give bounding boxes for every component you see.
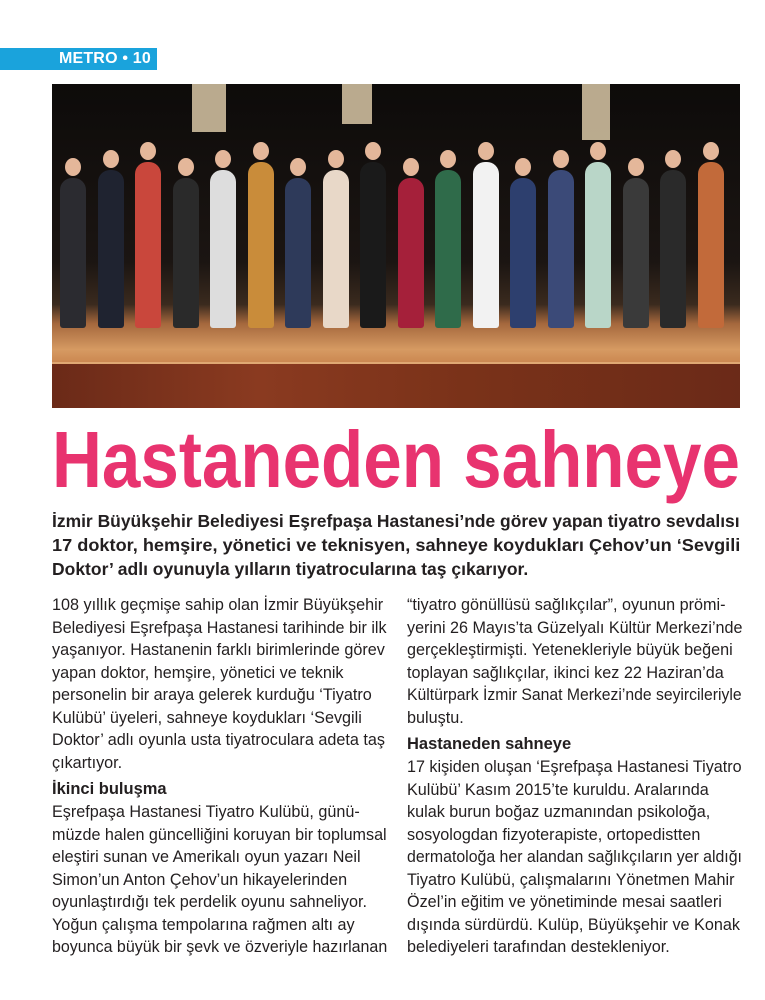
actor-head	[365, 142, 381, 160]
text-line: Kültürpark İzmir Sanat Merkezi’nde seyircileriyle	[407, 686, 742, 704]
actor-head	[178, 158, 194, 176]
actor-figure	[660, 170, 686, 328]
actor-head	[103, 150, 119, 168]
lead-paragraph	[52, 509, 740, 581]
actor-figure	[398, 178, 424, 328]
actor-figure	[623, 178, 649, 328]
text-line: Simon’un Anton Çehov’un hikayelerinden	[52, 870, 348, 889]
actor-head	[253, 142, 269, 160]
actor-head	[215, 150, 231, 168]
text-line: belediyeleri tarafından destekleniyor.	[407, 938, 670, 956]
paragraph	[407, 756, 742, 959]
stage-photo	[52, 84, 740, 408]
actor-figure	[360, 162, 386, 328]
actor-head	[515, 158, 531, 176]
actor-figure	[510, 178, 536, 328]
actor-head	[628, 158, 644, 176]
actor-figure	[435, 170, 461, 328]
actor-head	[65, 158, 81, 176]
text-line: yapan doktor, hemşire, yönetici ve teknik	[52, 663, 344, 682]
actor-head	[290, 158, 306, 176]
text-line: müzde halen güncelliğini koruyan bir toplumsal	[52, 825, 387, 844]
text-line: Tiyatro Kulübü, çalışmalarını Yönetmen Mahir	[407, 870, 735, 889]
text-line: oyunlaştırdığı tek perdelik oyunu sahneliyor.	[52, 893, 367, 911]
lead-line: 17 doktor, hemşire, yönetici ve teknisyen, sahneye koydukları Çehov’un ‘Sevgili	[52, 535, 741, 555]
actor-head	[590, 142, 606, 160]
subheading: Hastaneden sahneye	[407, 735, 572, 753]
column-left	[52, 594, 387, 959]
headline: Hastaneden sahneye	[52, 415, 740, 504]
text-line: gerçekleştirmişti. Yetenekleriyle büyük beğeni	[407, 641, 733, 659]
column-right	[407, 594, 742, 959]
paragraph	[52, 801, 387, 959]
actor-head	[478, 142, 494, 160]
subheading: İkinci buluşma	[52, 780, 167, 798]
text-line: Özel’in eğitim ve yönetiminde mesai saatleri	[407, 893, 722, 911]
paragraph	[407, 594, 742, 729]
actor-head	[665, 150, 681, 168]
actor-figure	[585, 162, 611, 328]
text-line: boyunca büyük bir şevk ve özveriyle hazırlanan	[52, 938, 388, 956]
paragraph	[52, 594, 387, 774]
text-line: Eşrefpaşa Hastanesi Tiyatro Kulübü, günü-	[52, 803, 360, 821]
actor-figure	[323, 170, 349, 328]
text-line: eleştiri sunan ve Amerikalı oyun yazarı Neil	[52, 848, 361, 866]
folio-text: METRO • 10	[58, 50, 151, 67]
actor-figure	[698, 162, 724, 328]
lead-line: İzmir Büyükşehir Belediyesi Eşrefpaşa Hastanesi’nde görev yapan tiyatro sevdalısı	[52, 511, 740, 531]
actor-figure	[248, 162, 274, 328]
actor-head	[140, 142, 156, 160]
actor-head	[328, 150, 344, 168]
actor-head	[703, 142, 719, 160]
stage-prop	[192, 84, 226, 132]
text-line: kulak burun boğaz uzmanından psikoloğa,	[407, 803, 711, 821]
text-line: personelin bir araya gelerek kurduğu ‘Tiyatro	[52, 686, 372, 704]
text-line: 108 yıllık geçmişe sahip olan İzmir Büyükşehir	[52, 596, 384, 614]
text-line: Kulübü’ üyeleri, sahneye koydukları ‘Sevgili	[52, 708, 362, 727]
actor-head	[403, 158, 419, 176]
text-line: sosyologdan fizyoterapiste, ortopedistten	[407, 825, 701, 844]
actor-figure	[98, 170, 124, 328]
actor-head	[553, 150, 569, 168]
actor-figure	[473, 162, 499, 328]
text-line: dermatoloğa her alandan sağlıkçıların yer aldığı	[407, 848, 742, 866]
text-line: yerini 26 Mayıs’ta Güzelyalı Kültür Merkezi’nde	[407, 618, 743, 637]
actor-figure	[173, 178, 199, 328]
text-line: çıkartıyor.	[52, 753, 123, 772]
text-line: buluştu.	[407, 708, 464, 727]
text-line: yaşanıyor. Hastanenin farklı birimlerinde görev	[52, 641, 385, 659]
stage-prop	[342, 84, 372, 124]
text-line: Doktor’ adlı oyunla usta tiyatroculara adeta taş	[52, 731, 385, 749]
lead-line: Doktor’ adlı oyunuyla yılların tiyatrocularına taş çıkarıyor.	[52, 559, 529, 579]
text-line: Belediyesi Eşrefpaşa Hastanesi tarihinde bir ilk	[52, 618, 387, 637]
text-line: Kulübü’ Kasım 2015’te kuruldu. Aralarında	[407, 780, 709, 799]
actor-head	[440, 150, 456, 168]
text-line: 17 kişiden oluşan ‘Eşrefpaşa Hastanesi Tiyatro	[407, 758, 742, 776]
text-line: “tiyatro gönüllüsü sağlıkçılar”, oyunun prömi-	[407, 596, 726, 614]
actor-figure	[285, 178, 311, 328]
stage-prop	[582, 84, 610, 140]
text-line: toplayan sağlıkçılar, ikinci kez 22 Haziran’da	[407, 663, 724, 682]
actor-figure	[210, 170, 236, 328]
text-line: Yoğun çalışma tempolarına rağmen altı ay	[52, 915, 355, 934]
actor-figure	[135, 162, 161, 328]
stage-front	[52, 362, 740, 408]
text-line: dışında sürdürdü. Kulüp, Büyükşehir ve Konak	[407, 915, 740, 934]
page-folio	[0, 48, 157, 70]
actor-figure	[548, 170, 574, 328]
actor-figure	[60, 178, 86, 328]
